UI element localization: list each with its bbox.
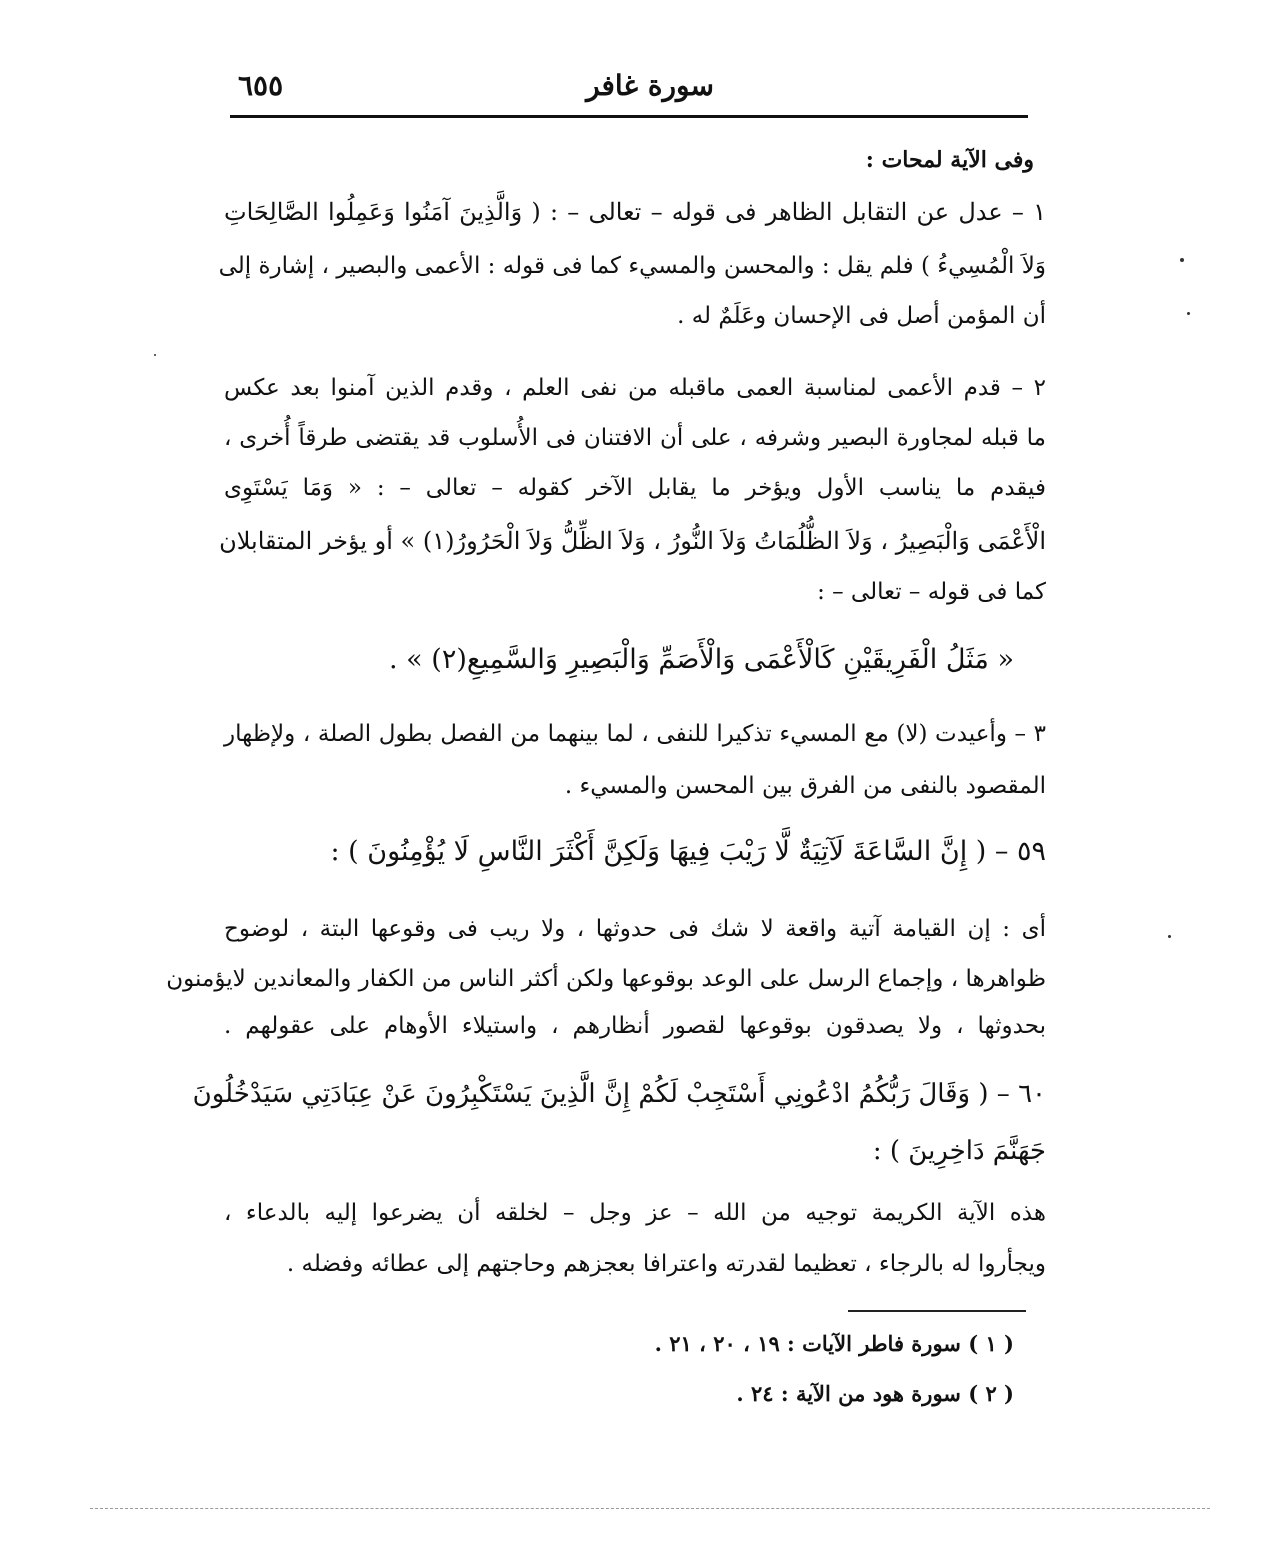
page-number: ٦٥٥	[238, 69, 284, 102]
paragraph-line: فيقدم ما يناسب الأول ويؤخر ما يقابل الآخر كقوله – تعالى – : « وَمَا يَسْتَوِى	[224, 475, 1046, 501]
footnote: ( ١ ) سورة فاطر الآيات : ١٩ ، ٢٠ ، ٢١ .	[654, 1331, 1014, 1356]
paragraph-line: أن المؤمن أصل فى الإحسان وعَلَمٌ له .	[677, 303, 1046, 329]
section-heading: وفى الآية لمحات :	[865, 147, 1034, 173]
paragraph-line: بحدوثها ، ولا يصدقون بوقوعها لقصور أنظارهم ، واستيلاء الأوهام على عقولهم .	[224, 1013, 1046, 1039]
running-header-title: سورة غافر	[586, 69, 714, 102]
footnote-rule	[848, 1310, 1026, 1312]
scan-speck	[1168, 935, 1171, 938]
paragraph-line: ظواهرها ، وإجماع الرسل على الوعد بوقوعها ولكن أكثر الناس من الكفار والمعاندين لايؤمنون	[166, 966, 1046, 992]
paragraph-line: ما قبله لمجاورة البصير وشرفه ، على أن الافتنان فى الأُسلوب قد يقتضى طرقاً أُخرى ،	[224, 425, 1046, 451]
paragraph-line: ٢ – قدم الأعمى لمناسبة العمى ماقبله من نفى العلم ، وقدم الذين آمنوا بعد عكس	[224, 375, 1046, 401]
paragraph-line: الْأَعْمَى وَالْبَصِيرُ ، وَلاَ الظُّلُمَاتُ وَلاَ النُّورُ ، وَلاَ الظِّلُّ وَلاَ الْحَرُورُ(١) » أو يؤخر المتقابلان	[219, 527, 1046, 555]
paragraph-line: ٣ – وأعيدت (لا) مع المسيء تذكيرا للنفى ، لما بينهما من الفصل بطول الصلة ، ولإظهار	[224, 721, 1046, 747]
paragraph-line: أى : إن القيامة آتية واقعة لا شك فى حدوثها ، ولا ريب فى وقوعها البتة ، لوضوح	[224, 916, 1046, 942]
paragraph-line: وَلاَ الْمُسِيءُ ) فلم يقل : والمحسن والمسيء كما فى قوله : الأعمى والبصير ، إشارة إلى	[218, 253, 1046, 279]
scan-speck	[154, 354, 156, 356]
verse-heading-60-cont: جَهَنَّمَ دَاخِرِينَ ) :	[872, 1136, 1046, 1166]
paragraph-line: كما فى قوله – تعالى – :	[817, 579, 1046, 605]
paragraph-line: هذه الآية الكريمة توجيه من الله – عز وجل – لخلقه أن يضرعوا إليه بالدعاء ،	[224, 1200, 1046, 1226]
header-rule	[230, 115, 1028, 118]
paragraph-line: ١ – عدل عن التقابل الظاهر فى قوله – تعالى – : ( وَالَّذِينَ آمَنُوا وَعَمِلُوا الصَّالِحَاتِ	[224, 198, 1046, 226]
scan-speck	[1180, 258, 1184, 262]
paragraph-line: ويجأروا له بالرجاء ، تعظيما لقدرته واعترافا بعجزهم وحاجتهم إلى عطائه وفضله .	[286, 1251, 1046, 1277]
footnote: ( ٢ ) سورة هود من الآية : ٢٤ .	[736, 1381, 1014, 1406]
quranic-verse: « مَثَلُ الْفَرِيقَيْنِ كَالْأَعْمَى وَالْأَصَمِّ وَالْبَصِيرِ وَالسَّمِيعِ(٢) » .	[389, 644, 1014, 675]
verse-heading-59: ٥٩ – ( إِنَّ السَّاعَةَ لَآتِيَةٌ لَّا رَيْبَ فِيهَا وَلَكِنَّ أَكْثَرَ النَّاسِ لَا يُؤْمِنُونَ ) :	[330, 836, 1046, 867]
scan-speck	[1187, 312, 1190, 315]
paragraph-line: المقصود بالنفى من الفرق بين المحسن والمسيء .	[564, 773, 1046, 799]
verse-heading-60: ٦٠ – ( وَقَالَ رَبُّكُمُ ادْعُونِي أَسْتَجِبْ لَكُمْ إِنَّ الَّذِينَ يَسْتَكْبِرُونَ عَنْ عِبَادَتِي سَيَدْخُلُونَ	[192, 1079, 1046, 1109]
scan-edge-line	[90, 1508, 1210, 1510]
